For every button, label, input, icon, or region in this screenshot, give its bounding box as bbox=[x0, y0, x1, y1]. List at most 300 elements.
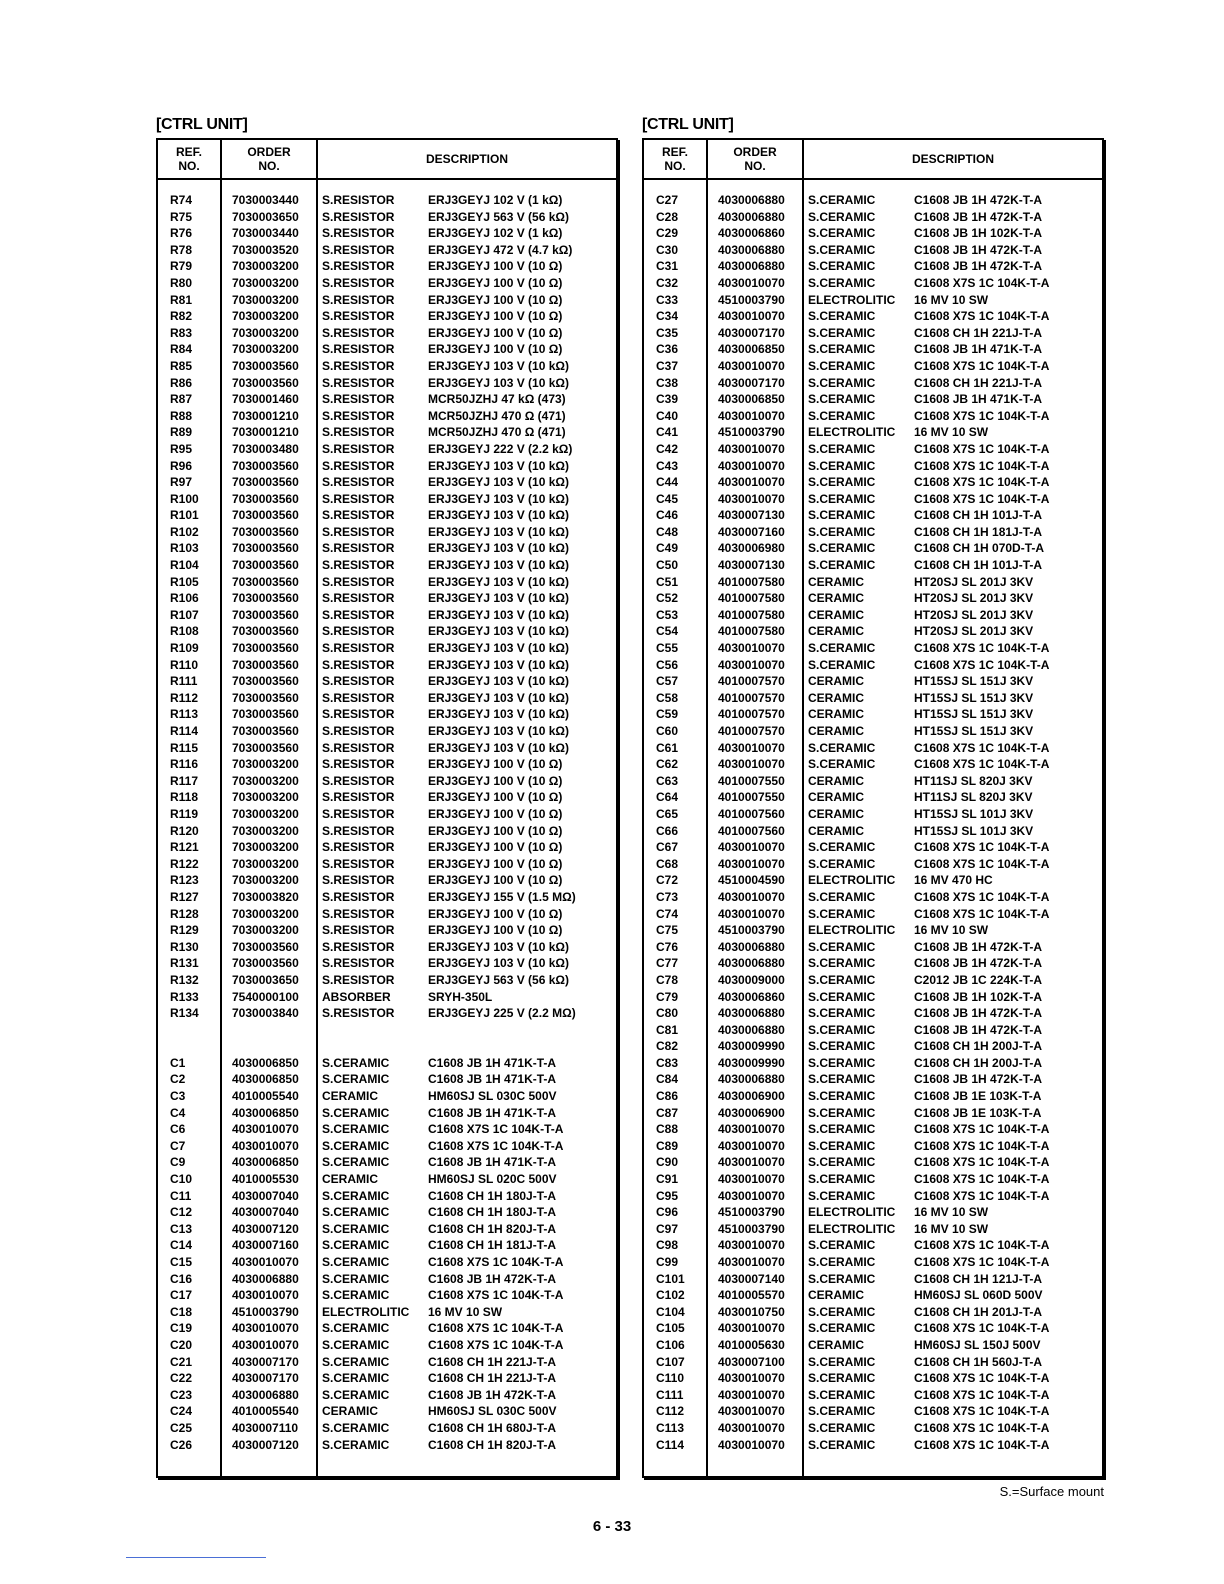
table-row bbox=[158, 989, 616, 1006]
order-no-cell: 7030003560 bbox=[232, 641, 299, 656]
part-type-cell: S.CERAMIC bbox=[808, 757, 876, 772]
table-row bbox=[644, 939, 1102, 956]
part-type-cell: S.RESISTOR bbox=[322, 508, 395, 523]
table-row bbox=[644, 773, 1102, 790]
part-number-cell: C1608 X7S 1C 104K-T-A bbox=[914, 1387, 1050, 1402]
ref-no-cell: C80 bbox=[656, 1006, 679, 1021]
part-type-cell: S.RESISTOR bbox=[322, 475, 395, 490]
order-no-cell: 7030003200 bbox=[232, 790, 299, 805]
table-row bbox=[644, 1204, 1102, 1221]
order-no-cell: 4030010070 bbox=[718, 1437, 785, 1452]
part-number-cell: C1608 JB 1H 471K-T-A bbox=[428, 1105, 557, 1120]
surface-mount-note: S.=Surface mount bbox=[999, 1484, 1104, 1499]
part-type-cell: S.RESISTOR bbox=[322, 740, 395, 755]
part-number-cell: HT20SJ SL 201J 3KV bbox=[914, 607, 1034, 622]
part-type-cell: S.CERAMIC bbox=[808, 558, 876, 573]
order-no-cell: 7030003200 bbox=[232, 309, 299, 324]
order-no-cell bbox=[220, 1022, 316, 1039]
part-number-cell: ERJ3GEYJ 100 V (10 Ω) bbox=[428, 873, 563, 888]
table-row bbox=[158, 806, 616, 823]
part-type-cell: CERAMIC bbox=[808, 773, 864, 788]
ref-no-cell: R114 bbox=[170, 724, 199, 738]
table-row bbox=[158, 225, 616, 242]
part-number-cell: C1608 CH 1H 560J-T-A bbox=[914, 1354, 1043, 1369]
part-type-cell: S.RESISTOR bbox=[322, 939, 395, 954]
order-no-cell: 4030007040 bbox=[232, 1188, 299, 1203]
part-number-cell: C1608 CH 1H 181J-T-A bbox=[428, 1238, 557, 1253]
table-row bbox=[158, 789, 616, 806]
part-type-cell: S.CERAMIC bbox=[808, 972, 876, 987]
order-no-cell: 4510003790 bbox=[718, 425, 785, 440]
ref-no-cell: C46 bbox=[656, 508, 679, 523]
ref-no-cell: C26 bbox=[170, 1437, 193, 1452]
table-row bbox=[644, 358, 1102, 375]
order-no-cell: 7030003200 bbox=[232, 840, 299, 855]
part-type-cell: S.RESISTOR bbox=[322, 441, 395, 456]
ref-no-cell: R96 bbox=[170, 458, 193, 473]
order-no-cell: 4030010070 bbox=[718, 275, 785, 290]
order-no-cell: 4030006900 bbox=[718, 1089, 785, 1104]
order-no-cell: 4510003790 bbox=[718, 923, 785, 938]
table-row bbox=[158, 557, 616, 574]
order-no-cell: 4030007110 bbox=[232, 1420, 299, 1435]
part-number-cell: C1608 X7S 1C 104K-T-A bbox=[914, 1420, 1050, 1435]
ref-no-cell: C3 bbox=[170, 1089, 186, 1104]
part-number-cell: ERJ3GEYJ 103 V (10 kΩ) bbox=[428, 375, 570, 390]
table-row bbox=[158, 292, 616, 309]
order-no-cell: 4030010070 bbox=[718, 1404, 785, 1419]
ref-no-cell: C86 bbox=[656, 1089, 679, 1104]
part-number-cell: C1608 JB 1H 472K-T-A bbox=[428, 1271, 557, 1286]
table-row bbox=[158, 1188, 616, 1205]
ref-no-cell: C23 bbox=[170, 1387, 193, 1402]
part-type-cell: ELECTROLITIC bbox=[808, 1205, 896, 1220]
table-row bbox=[644, 408, 1102, 425]
order-no-cell: 4030010070 bbox=[718, 1387, 785, 1402]
part-number-cell: ERJ3GEYJ 102 V (1 kΩ) bbox=[428, 193, 563, 207]
part-type-cell: S.CERAMIC bbox=[808, 226, 876, 241]
order-no-cell: 4030007140 bbox=[718, 1271, 785, 1286]
ref-no-cell: C15 bbox=[170, 1255, 193, 1269]
order-no-cell: 7030003200 bbox=[232, 325, 299, 340]
ref-no-cell: C111 bbox=[656, 1387, 684, 1402]
table-row bbox=[644, 1005, 1102, 1022]
table-row bbox=[158, 1320, 616, 1337]
order-no-cell: 4030010070 bbox=[718, 475, 785, 490]
order-no-cell: 4010007580 bbox=[718, 624, 785, 639]
table-row bbox=[644, 1420, 1102, 1437]
ref-no-cell: R107 bbox=[170, 607, 199, 622]
part-number-cell: HT15SJ SL 151J 3KV bbox=[914, 707, 1034, 722]
part-type-cell: S.CERAMIC bbox=[322, 1321, 390, 1336]
table-row bbox=[158, 341, 616, 358]
part-number-cell: C2012 JB 1C 224K-T-A bbox=[914, 972, 1043, 987]
order-no-cell: 4030010070 bbox=[718, 856, 785, 871]
part-number-cell: ERJ3GEYJ 222 V (2.2 kΩ) bbox=[428, 441, 573, 456]
order-no-cell: 4010007580 bbox=[718, 574, 785, 589]
order-no-cell: 4030007170 bbox=[232, 1371, 299, 1386]
order-no-cell: 7030003560 bbox=[232, 707, 299, 722]
table-row bbox=[158, 1204, 616, 1221]
part-type-cell: CERAMIC bbox=[322, 1172, 378, 1187]
ref-no-header bbox=[644, 140, 708, 178]
order-no-cell: 7030001210 bbox=[232, 425, 299, 440]
left-panel-title: [CTRL UNIT] bbox=[156, 116, 248, 133]
part-number-cell: ERJ3GEYJ 100 V (10 Ω) bbox=[428, 923, 563, 938]
ref-no-cell: C7 bbox=[170, 1138, 186, 1153]
ref-no-cell: R102 bbox=[170, 524, 199, 539]
ref-no-cell: C52 bbox=[656, 591, 679, 606]
ref-no-cell: C84 bbox=[656, 1072, 679, 1087]
part-number-cell: ERJ3GEYJ 100 V (10 Ω) bbox=[428, 806, 563, 821]
part-number-cell: C1608 X7S 1C 104K-T-A bbox=[914, 275, 1050, 290]
part-type-cell: S.RESISTOR bbox=[322, 226, 395, 241]
table-row bbox=[158, 1304, 616, 1321]
part-number-cell: ERJ3GEYJ 100 V (10 Ω) bbox=[428, 275, 563, 290]
ref-no-cell: R83 bbox=[170, 325, 193, 340]
table-row bbox=[158, 1287, 616, 1304]
part-type-cell: S.CERAMIC bbox=[808, 491, 876, 506]
part-type-cell: S.CERAMIC bbox=[808, 1138, 876, 1153]
part-number-cell: ERJ3GEYJ 103 V (10 kΩ) bbox=[428, 740, 570, 755]
ref-no-cell: R112 bbox=[170, 690, 199, 705]
table-row bbox=[158, 491, 616, 508]
order-no-cell: 4030006880 bbox=[718, 259, 785, 274]
part-type-cell: CERAMIC bbox=[322, 1404, 378, 1419]
part-number-cell: ERJ3GEYJ 472 V (4.7 kΩ) bbox=[428, 242, 573, 257]
part-type-cell: S.CERAMIC bbox=[808, 641, 876, 656]
part-type-cell: S.RESISTOR bbox=[322, 275, 395, 290]
table-row bbox=[158, 458, 616, 475]
order-no-cell: 4010007560 bbox=[718, 806, 785, 821]
part-number-cell: C1608 X7S 1C 104K-T-A bbox=[428, 1337, 564, 1352]
ref-no-cell: C54 bbox=[656, 624, 679, 639]
part-number-cell: C1608 X7S 1C 104K-T-A bbox=[914, 889, 1050, 904]
part-type-cell: S.RESISTOR bbox=[322, 309, 395, 324]
order-no-cell: 4030010070 bbox=[232, 1122, 299, 1137]
part-type-cell: ELECTROLITIC bbox=[808, 425, 896, 440]
table-row bbox=[644, 325, 1102, 342]
ref-no-cell bbox=[158, 1022, 220, 1039]
part-number-cell: C1608 X7S 1C 104K-T-A bbox=[914, 856, 1050, 871]
part-number-cell: C1608 X7S 1C 104K-T-A bbox=[428, 1288, 564, 1303]
ref-no-cell: C27 bbox=[656, 193, 679, 207]
part-type-cell: S.CERAMIC bbox=[808, 541, 876, 556]
ref-no-cell: C67 bbox=[656, 840, 679, 855]
order-no-cell: 4030010070 bbox=[718, 309, 785, 324]
ref-no-cell: C107 bbox=[656, 1354, 685, 1369]
part-number-cell: C1608 JB 1H 102K-T-A bbox=[914, 989, 1043, 1004]
part-type-cell: S.CERAMIC bbox=[808, 1105, 876, 1120]
table-row bbox=[158, 1138, 616, 1155]
part-number-cell: C1608 CH 1H 680J-T-A bbox=[428, 1420, 557, 1435]
part-number-cell: C1608 X7S 1C 104K-T-A bbox=[914, 441, 1050, 456]
ref-no-cell: R128 bbox=[170, 906, 199, 921]
part-type-cell: S.CERAMIC bbox=[808, 1304, 876, 1319]
part-number-cell: C1608 X7S 1C 104K-T-A bbox=[914, 475, 1050, 490]
left-parts-panel bbox=[156, 112, 618, 1478]
part-number-cell: C1608 CH 1H 101J-T-A bbox=[914, 508, 1043, 523]
table-row bbox=[158, 1254, 616, 1271]
part-number-cell: ERJ3GEYJ 103 V (10 kΩ) bbox=[428, 657, 570, 672]
table-row bbox=[158, 1121, 616, 1138]
ref-no-cell: R134 bbox=[170, 1006, 199, 1021]
part-number-cell: ERJ3GEYJ 103 V (10 kΩ) bbox=[428, 956, 570, 971]
ref-no-cell: C35 bbox=[656, 325, 679, 340]
part-number-cell: 16 MV 10 SW bbox=[428, 1304, 503, 1319]
part-type-cell: S.RESISTOR bbox=[322, 906, 395, 921]
part-type-cell: S.RESISTOR bbox=[322, 690, 395, 705]
ref-no-header-text: REF. NO. bbox=[175, 145, 202, 173]
part-type-cell: CERAMIC bbox=[808, 806, 864, 821]
ref-no-cell: R75 bbox=[170, 209, 193, 224]
ref-no-cell: C19 bbox=[170, 1321, 193, 1336]
ref-no-cell: C81 bbox=[656, 1022, 679, 1037]
part-type-cell: S.CERAMIC bbox=[322, 1122, 390, 1137]
right-panel-title: [CTRL UNIT] bbox=[642, 116, 734, 133]
part-type-cell: S.CERAMIC bbox=[322, 1138, 390, 1153]
part-number-cell: HT15SJ SL 101J 3KV bbox=[914, 806, 1034, 821]
part-number-cell: C1608 JB 1E 103K-T-A bbox=[914, 1105, 1042, 1120]
ref-no-cell: C97 bbox=[656, 1221, 679, 1236]
table-row bbox=[158, 507, 616, 524]
table-row bbox=[644, 839, 1102, 856]
ref-no-cell: R113 bbox=[170, 707, 199, 722]
table-row bbox=[644, 491, 1102, 508]
part-number-cell: ERJ3GEYJ 103 V (10 kΩ) bbox=[428, 491, 570, 506]
order-no-cell: 4030010070 bbox=[718, 1420, 785, 1435]
part-type-cell: S.RESISTOR bbox=[322, 574, 395, 589]
part-number-cell: ERJ3GEYJ 100 V (10 Ω) bbox=[428, 309, 563, 324]
order-no-cell: 4030010070 bbox=[718, 1138, 785, 1153]
table-row bbox=[644, 906, 1102, 923]
table-row bbox=[644, 1437, 1102, 1454]
part-number-cell: C1608 JB 1H 472K-T-A bbox=[914, 1072, 1043, 1087]
order-no-cell: 7030003560 bbox=[232, 524, 299, 539]
order-no-cell: 7030003560 bbox=[232, 541, 299, 556]
order-no-cell: 4030009000 bbox=[718, 972, 785, 987]
order-no-cell: 4030010070 bbox=[718, 408, 785, 423]
part-number-cell: MCR50JZHJ 47 kΩ (473) bbox=[428, 392, 566, 407]
order-no-cell: 4010005630 bbox=[718, 1337, 785, 1352]
table-row bbox=[158, 872, 616, 889]
ref-no-cell: C102 bbox=[656, 1288, 685, 1303]
ref-no-cell: C99 bbox=[656, 1255, 679, 1269]
ref-no-cell: C75 bbox=[656, 923, 679, 938]
part-type-cell: S.CERAMIC bbox=[322, 1205, 390, 1220]
part-type-cell: S.RESISTOR bbox=[322, 773, 395, 788]
order-no-cell: 4030010070 bbox=[718, 657, 785, 672]
ref-no-cell: R101 bbox=[170, 508, 199, 523]
ref-no-cell: C60 bbox=[656, 724, 679, 738]
part-number-cell: C1608 X7S 1C 104K-T-A bbox=[914, 757, 1050, 772]
order-no-cell: 7030003560 bbox=[232, 657, 299, 672]
part-type-cell: S.CERAMIC bbox=[808, 375, 876, 390]
table-row bbox=[158, 258, 616, 275]
order-no-cell: 4030006880 bbox=[232, 1271, 299, 1286]
ref-no-cell: C4 bbox=[170, 1105, 186, 1120]
part-number-cell: C1608 JB 1H 472K-T-A bbox=[914, 209, 1043, 224]
order-no-cell: 4030007130 bbox=[718, 508, 785, 523]
order-no-cell: 7030003560 bbox=[232, 740, 299, 755]
order-no-cell: 7030003200 bbox=[232, 906, 299, 921]
ref-no-cell: C29 bbox=[656, 226, 679, 241]
part-number-cell: C1608 X7S 1C 104K-T-A bbox=[914, 1138, 1050, 1153]
part-type-cell: S.RESISTOR bbox=[322, 641, 395, 656]
part-type-cell: S.CERAMIC bbox=[322, 1188, 390, 1203]
right-table-header bbox=[644, 140, 1102, 180]
table-row bbox=[158, 623, 616, 640]
ref-no-cell: C2 bbox=[170, 1072, 186, 1087]
table-row bbox=[158, 889, 616, 906]
ref-no-cell: R129 bbox=[170, 923, 199, 938]
table-row bbox=[158, 1154, 616, 1171]
part-type-cell: CERAMIC bbox=[808, 607, 864, 622]
table-row bbox=[158, 706, 616, 723]
part-type-cell: S.RESISTOR bbox=[322, 806, 395, 821]
part-type-cell: S.RESISTOR bbox=[322, 325, 395, 340]
part-number-cell: HM60SJ SL 020C 500V bbox=[428, 1172, 557, 1187]
ref-no-cell: R78 bbox=[170, 242, 193, 257]
table-row bbox=[158, 955, 616, 972]
order-no-cell: 4030010070 bbox=[232, 1138, 299, 1153]
order-no-cell: 4010007550 bbox=[718, 773, 785, 788]
part-number-cell: C1608 X7S 1C 104K-T-A bbox=[914, 1188, 1050, 1203]
part-number-cell: C1608 JB 1H 471K-T-A bbox=[914, 392, 1043, 407]
part-type-cell: ELECTROLITIC bbox=[808, 873, 896, 888]
part-number-cell: C1608 JB 1H 472K-T-A bbox=[914, 939, 1043, 954]
part-type-cell: S.CERAMIC bbox=[808, 1022, 876, 1037]
part-type-cell: S.RESISTOR bbox=[322, 1006, 395, 1021]
table-row bbox=[644, 1387, 1102, 1404]
order-no-cell: 4030006860 bbox=[718, 226, 785, 241]
part-type-cell: S.CERAMIC bbox=[808, 309, 876, 324]
part-number-cell: ERJ3GEYJ 563 V (56 kΩ) bbox=[428, 209, 570, 224]
part-type-cell: S.CERAMIC bbox=[322, 1337, 390, 1352]
part-type-cell: S.RESISTOR bbox=[322, 242, 395, 257]
ref-no-cell: C1 bbox=[170, 1055, 186, 1070]
part-number-cell: ERJ3GEYJ 103 V (10 kΩ) bbox=[428, 358, 570, 373]
part-number-cell: C1608 CH 1H 180J-T-A bbox=[428, 1205, 557, 1220]
part-type-cell: S.RESISTOR bbox=[322, 956, 395, 971]
table-row bbox=[644, 823, 1102, 840]
order-no-cell: 4030010070 bbox=[718, 1155, 785, 1170]
order-no-cell: 4510003790 bbox=[232, 1304, 299, 1319]
part-number-cell: C1608 X7S 1C 104K-T-A bbox=[914, 740, 1050, 755]
part-type-cell: S.CERAMIC bbox=[808, 1271, 876, 1286]
ref-no-cell: R132 bbox=[170, 972, 199, 987]
part-type-cell: S.CERAMIC bbox=[322, 1420, 390, 1435]
part-type-cell: CERAMIC bbox=[322, 1089, 378, 1104]
table-row bbox=[158, 1354, 616, 1371]
order-no-cell: 7030001210 bbox=[232, 408, 299, 423]
part-type-cell: S.CERAMIC bbox=[322, 1371, 390, 1386]
order-no-cell: 7030003560 bbox=[232, 939, 299, 954]
table-row bbox=[644, 806, 1102, 823]
ref-no-cell: C41 bbox=[656, 425, 679, 440]
ref-no-cell: C18 bbox=[170, 1304, 193, 1319]
table-row bbox=[644, 1271, 1102, 1288]
ref-no-cell: C43 bbox=[656, 458, 679, 473]
ref-no-cell: R119 bbox=[170, 806, 199, 821]
order-no-cell: 4030009990 bbox=[718, 1055, 785, 1070]
part-number-cell: HM60SJ SL 030C 500V bbox=[428, 1404, 557, 1419]
order-no-cell: 7030003560 bbox=[232, 558, 299, 573]
part-type-cell: S.CERAMIC bbox=[808, 325, 876, 340]
ref-no-cell: R117 bbox=[170, 773, 199, 788]
part-type-cell: CERAMIC bbox=[808, 1288, 864, 1303]
part-type-cell: S.CERAMIC bbox=[808, 1089, 876, 1104]
part-type-cell: S.CERAMIC bbox=[808, 1387, 876, 1402]
part-number-cell bbox=[424, 1022, 616, 1039]
ref-no-cell: C57 bbox=[656, 674, 679, 689]
part-number-cell: C1608 X7S 1C 104K-T-A bbox=[914, 906, 1050, 921]
order-no-cell: 4030007160 bbox=[718, 524, 785, 539]
order-no-cell: 7030003560 bbox=[232, 375, 299, 390]
part-type-cell: S.CERAMIC bbox=[808, 956, 876, 971]
table-row bbox=[644, 1022, 1102, 1039]
table-row bbox=[644, 590, 1102, 607]
ref-no-cell: C36 bbox=[656, 342, 679, 357]
order-no-cell: 4010007550 bbox=[718, 790, 785, 805]
ref-no-cell: C95 bbox=[656, 1188, 679, 1203]
part-type-cell: S.CERAMIC bbox=[808, 1321, 876, 1336]
order-no-cell: 7030003200 bbox=[232, 259, 299, 274]
ref-no-cell: C37 bbox=[656, 358, 679, 373]
order-no-cell: 7030003560 bbox=[232, 491, 299, 506]
order-no-cell: 4030007100 bbox=[718, 1354, 785, 1369]
part-number-cell: C1608 X7S 1C 104K-T-A bbox=[914, 1122, 1050, 1137]
table-row bbox=[158, 1337, 616, 1354]
order-no-cell: 4030010070 bbox=[718, 641, 785, 656]
order-no-cell: 7030003200 bbox=[232, 757, 299, 772]
ref-no-cell: C17 bbox=[170, 1288, 193, 1303]
part-number-cell: C1608 CH 1H 070D-T-A bbox=[914, 541, 1045, 556]
part-number-cell: MCR50JZHJ 470 Ω (471) bbox=[428, 408, 566, 423]
order-no-cell: 4010005530 bbox=[232, 1172, 299, 1187]
left-parts-table bbox=[156, 138, 618, 1478]
part-number-cell: C1608 X7S 1C 104K-T-A bbox=[428, 1138, 564, 1153]
table-row bbox=[644, 972, 1102, 989]
order-no-cell: 4010007570 bbox=[718, 707, 785, 722]
order-no-cell: 7030003560 bbox=[232, 574, 299, 589]
table-row bbox=[644, 225, 1102, 242]
part-number-cell: HT15SJ SL 151J 3KV bbox=[914, 724, 1034, 738]
order-no-cell: 4030010070 bbox=[718, 740, 785, 755]
part-number-cell: HT11SJ SL 820J 3KV bbox=[914, 773, 1033, 788]
ref-no-cell: R127 bbox=[170, 889, 199, 904]
table-row bbox=[644, 690, 1102, 707]
table-row bbox=[158, 574, 616, 591]
order-no-cell: 4010007580 bbox=[718, 607, 785, 622]
ref-no-cell: C48 bbox=[656, 524, 679, 539]
table-row bbox=[158, 922, 616, 939]
ref-no-cell: C20 bbox=[170, 1337, 193, 1352]
ref-no-cell: R103 bbox=[170, 541, 199, 556]
part-number-cell: C1608 X7S 1C 104K-T-A bbox=[428, 1122, 564, 1137]
part-number-cell: C1608 JB 1H 471K-T-A bbox=[428, 1055, 557, 1070]
part-number-cell: ERJ3GEYJ 103 V (10 kΩ) bbox=[428, 591, 570, 606]
part-type-cell: S.CERAMIC bbox=[808, 1420, 876, 1435]
part-number-cell: C1608 X7S 1C 104K-T-A bbox=[914, 1404, 1050, 1419]
table-row bbox=[644, 474, 1102, 491]
table-row bbox=[158, 673, 616, 690]
part-type-cell: S.RESISTOR bbox=[322, 259, 395, 274]
ref-no-cell: C96 bbox=[656, 1205, 679, 1220]
table-row bbox=[644, 989, 1102, 1006]
description-header-text: DESCRIPTION bbox=[425, 152, 508, 166]
ref-no-cell: C59 bbox=[656, 707, 679, 722]
